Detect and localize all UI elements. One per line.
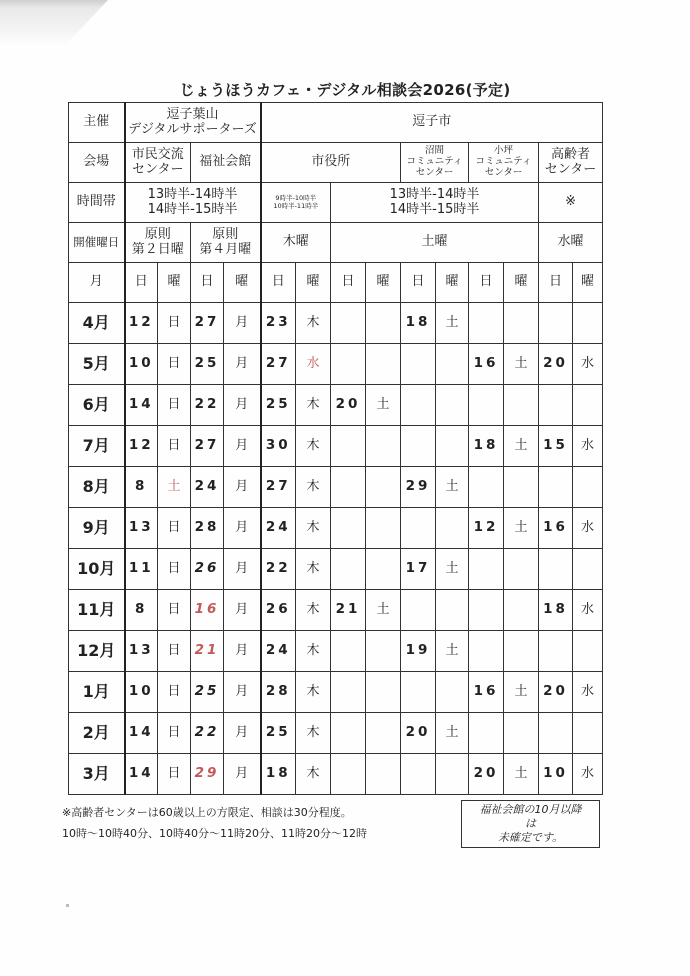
notice-box: 福祉会館の10月以降 は 未確定です。	[461, 800, 600, 848]
weekday-cell	[573, 385, 603, 426]
month-cell: 3月	[69, 754, 125, 795]
table-row	[69, 590, 603, 631]
weekday-cell	[366, 672, 401, 713]
date-cell	[401, 672, 436, 713]
date-cell: 8	[125, 467, 158, 508]
weekday-cell: 日	[158, 549, 191, 590]
date-col-header: 日	[261, 263, 296, 303]
date-cell: 20	[469, 754, 504, 795]
weekday-cell: 日	[158, 631, 191, 672]
month-cell: 2月	[69, 713, 125, 754]
weekday-cell	[573, 467, 603, 508]
weekday-cell: 土	[504, 344, 539, 385]
table-row	[69, 467, 603, 508]
weekday-cell: 木	[296, 467, 331, 508]
month-cell: 8月	[69, 467, 125, 508]
date-cell	[331, 631, 366, 672]
date-cell: 25	[191, 672, 224, 713]
date-cell: 26	[191, 549, 224, 590]
table-row	[69, 549, 603, 590]
weekday-cell: 土	[504, 508, 539, 549]
venue-label: 会場	[69, 143, 125, 183]
weekday-cell	[504, 385, 539, 426]
date-cell: 23	[261, 303, 296, 344]
day-fukushi: 原則 第４月曜	[191, 223, 261, 263]
weekday-cell: 月	[224, 713, 261, 754]
weekday-cell	[366, 467, 401, 508]
weekday-cell	[436, 754, 469, 795]
weekday-cell: 日	[158, 590, 191, 631]
date-cell	[469, 590, 504, 631]
date-cell: 12	[469, 508, 504, 549]
month-cell: 6月	[69, 385, 125, 426]
date-cell: 20	[331, 385, 366, 426]
weekday-cell: 土	[504, 426, 539, 467]
month-cell: 5月	[69, 344, 125, 385]
date-col-header: 日	[331, 263, 366, 303]
weekday-cell: 月	[224, 344, 261, 385]
weekday-cell: 木	[296, 385, 331, 426]
date-col-header: 日	[125, 263, 158, 303]
time-city-am: 9時半-10時半 10時半-11時半	[261, 183, 331, 223]
weekday-cell: 水	[573, 508, 603, 549]
date-cell: 26	[261, 590, 296, 631]
date-cell	[469, 549, 504, 590]
weekday-cell	[366, 549, 401, 590]
weekday-col-header: 曜	[158, 263, 191, 303]
weekday-cell: 日	[158, 344, 191, 385]
weekday-cell: 木	[296, 713, 331, 754]
table-row	[69, 508, 603, 549]
weekday-cell: 水	[573, 754, 603, 795]
month-cell: 11月	[69, 590, 125, 631]
date-cell	[469, 303, 504, 344]
date-cell	[539, 631, 573, 672]
weekday-cell	[366, 508, 401, 549]
weekday-cell	[573, 713, 603, 754]
date-cell: 24	[261, 631, 296, 672]
table-row	[69, 385, 603, 426]
weekday-cell: 水	[573, 344, 603, 385]
time-row	[69, 183, 603, 223]
date-cell: 21	[331, 590, 366, 631]
weekday-cell: 土	[436, 303, 469, 344]
venue-shimin: 市民交流 センター	[125, 143, 191, 183]
weekday-cell: 水	[573, 590, 603, 631]
date-cell: 25	[261, 385, 296, 426]
month-cell: 1月	[69, 672, 125, 713]
day-shimin: 原則 第２日曜	[125, 223, 191, 263]
organizer-city: 逗子市	[261, 103, 603, 143]
date-cell	[539, 467, 573, 508]
weekday-cell	[436, 385, 469, 426]
date-cell	[331, 303, 366, 344]
weekday-cell: 水	[573, 672, 603, 713]
weekday-cell: 日	[158, 303, 191, 344]
date-cell: 11	[125, 549, 158, 590]
day-label: 開催曜日	[69, 223, 125, 263]
month-cell: 9月	[69, 508, 125, 549]
date-cell	[331, 549, 366, 590]
date-cell: 15	[539, 426, 573, 467]
weekday-cell: 月	[224, 385, 261, 426]
date-cell	[331, 467, 366, 508]
date-cell	[539, 303, 573, 344]
date-cell	[469, 385, 504, 426]
weekday-cell	[573, 549, 603, 590]
weekday-cell	[504, 713, 539, 754]
table-row	[69, 754, 603, 795]
date-cell: 24	[261, 508, 296, 549]
weekday-cell: 日	[158, 508, 191, 549]
day-row	[69, 223, 603, 263]
weekday-cell: 月	[224, 590, 261, 631]
date-cell: 20	[401, 713, 436, 754]
weekday-cell: 土	[366, 590, 401, 631]
month-cell: 4月	[69, 303, 125, 344]
date-cell	[401, 508, 436, 549]
date-col-header: 日	[191, 263, 224, 303]
time-city-pm: 13時半-14時半 14時半-15時半	[331, 183, 539, 223]
weekday-cell	[366, 713, 401, 754]
date-col-header: 日	[469, 263, 504, 303]
date-cell: 18	[401, 303, 436, 344]
organizer-dsp: 逗子葉山 デジタルサポーターズ	[125, 103, 261, 143]
date-col-header: 日	[401, 263, 436, 303]
date-cell: 16	[469, 344, 504, 385]
weekday-cell: 木	[296, 303, 331, 344]
date-cell: 22	[191, 385, 224, 426]
weekday-col-header: 曜	[436, 263, 469, 303]
date-cell: 20	[539, 672, 573, 713]
weekday-cell: 月	[224, 549, 261, 590]
weekday-cell: 土	[504, 672, 539, 713]
table-row	[69, 713, 603, 754]
month-cell: 10月	[69, 549, 125, 590]
weekday-cell: 土	[366, 385, 401, 426]
weekday-cell	[504, 467, 539, 508]
weekday-cell: 日	[158, 713, 191, 754]
weekday-col-header: 曜	[504, 263, 539, 303]
weekday-cell	[504, 549, 539, 590]
day-wed: 水曜	[539, 223, 603, 263]
schedule-body	[69, 303, 603, 795]
weekday-cell	[366, 754, 401, 795]
date-cell: 16	[539, 508, 573, 549]
date-cell	[331, 426, 366, 467]
date-cell	[401, 426, 436, 467]
date-cell: 16	[191, 590, 224, 631]
date-cell: 12	[125, 303, 158, 344]
date-cell: 18	[261, 754, 296, 795]
venue-shiyakusho: 市役所	[261, 143, 401, 183]
weekday-cell: 月	[224, 303, 261, 344]
weekday-cell	[366, 426, 401, 467]
weekday-cell: 土	[436, 631, 469, 672]
date-cell	[401, 590, 436, 631]
weekday-cell: 月	[224, 754, 261, 795]
date-cell: 17	[401, 549, 436, 590]
date-cell	[401, 385, 436, 426]
date-cell	[539, 713, 573, 754]
weekday-cell: 木	[296, 754, 331, 795]
organizer-label: 主催	[69, 103, 125, 143]
time-label: 時間帯	[69, 183, 125, 223]
weekday-col-header: 曜	[573, 263, 603, 303]
table-row	[69, 344, 603, 385]
scanned-page-fold	[0, 0, 108, 46]
weekday-cell: 土	[158, 467, 191, 508]
date-cell	[401, 754, 436, 795]
weekday-col-header: 曜	[366, 263, 401, 303]
venue-fukushi: 福祉会館	[191, 143, 261, 183]
weekday-cell	[366, 344, 401, 385]
weekday-cell: 土	[436, 467, 469, 508]
date-cell: 14	[125, 385, 158, 426]
column-header-row	[69, 263, 603, 303]
date-cell	[469, 713, 504, 754]
date-cell: 14	[125, 754, 158, 795]
date-cell: 27	[191, 303, 224, 344]
date-cell	[331, 672, 366, 713]
weekday-cell	[436, 508, 469, 549]
date-cell: 28	[191, 508, 224, 549]
weekday-cell: 月	[224, 508, 261, 549]
weekday-cell: 月	[224, 467, 261, 508]
venue-row	[69, 143, 603, 183]
weekday-cell: 木	[296, 631, 331, 672]
footnotes	[62, 802, 367, 844]
date-cell: 19	[401, 631, 436, 672]
date-cell: 10	[125, 344, 158, 385]
footnote-senior: ※高齢者センターは60歳以上の方限定、相談は30分程度。	[62, 806, 352, 819]
date-cell: 21	[191, 631, 224, 672]
weekday-cell: 月	[224, 426, 261, 467]
weekday-cell	[436, 590, 469, 631]
weekday-cell: 日	[158, 672, 191, 713]
date-cell	[539, 549, 573, 590]
month-cell: 12月	[69, 631, 125, 672]
weekday-cell	[573, 303, 603, 344]
date-col-header: 日	[539, 263, 573, 303]
date-cell: 25	[261, 713, 296, 754]
date-cell: 18	[539, 590, 573, 631]
weekday-cell: 木	[296, 672, 331, 713]
date-cell	[539, 385, 573, 426]
date-cell: 12	[125, 426, 158, 467]
weekday-cell	[504, 590, 539, 631]
date-cell: 29	[401, 467, 436, 508]
weekday-cell: 日	[158, 754, 191, 795]
date-cell: 13	[125, 508, 158, 549]
weekday-cell: 水	[573, 426, 603, 467]
table-row	[69, 303, 603, 344]
weekday-cell: 日	[158, 385, 191, 426]
weekday-cell: 水	[296, 344, 331, 385]
weekday-col-header: 曜	[296, 263, 331, 303]
date-cell	[331, 754, 366, 795]
date-cell	[469, 467, 504, 508]
date-cell	[331, 713, 366, 754]
time-dsp: 13時半-14時半 14時半-15時半	[125, 183, 261, 223]
date-cell: 24	[191, 467, 224, 508]
date-cell: 29	[191, 754, 224, 795]
date-cell: 18	[469, 426, 504, 467]
weekday-cell	[436, 672, 469, 713]
date-cell: 14	[125, 713, 158, 754]
venue-numa: 沼間 コミュニティ センター	[401, 143, 469, 183]
footnote-times: 10時～10時40分、10時40分～11時20分、11時20分～12時	[62, 827, 367, 840]
venue-kotsubo: 小坪 コミュニティ センター	[469, 143, 539, 183]
weekday-cell	[436, 426, 469, 467]
date-cell: 27	[191, 426, 224, 467]
weekday-cell: 土	[436, 549, 469, 590]
weekday-cell	[366, 631, 401, 672]
weekday-cell	[436, 344, 469, 385]
date-cell: 22	[191, 713, 224, 754]
date-cell: 10	[539, 754, 573, 795]
date-cell: 28	[261, 672, 296, 713]
weekday-cell: 月	[224, 631, 261, 672]
date-cell	[401, 344, 436, 385]
date-cell: 25	[191, 344, 224, 385]
weekday-cell: 土	[436, 713, 469, 754]
table-row	[69, 426, 603, 467]
weekday-cell	[366, 303, 401, 344]
date-cell: 27	[261, 344, 296, 385]
date-cell: 20	[539, 344, 573, 385]
date-cell: 22	[261, 549, 296, 590]
weekday-cell: 木	[296, 590, 331, 631]
weekday-cell: 木	[296, 426, 331, 467]
page-title: じょうほうカフェ・デジタル相談会2026(予定)	[179, 81, 511, 99]
date-cell: 27	[261, 467, 296, 508]
day-sat: 土曜	[331, 223, 539, 263]
date-cell: 16	[469, 672, 504, 713]
day-thu: 木曜	[261, 223, 331, 263]
date-cell: 13	[125, 631, 158, 672]
venue-senior: 高齢者 センター	[539, 143, 603, 183]
date-cell: 30	[261, 426, 296, 467]
weekday-cell: 月	[224, 672, 261, 713]
schedule-table	[68, 102, 603, 795]
table-row	[69, 672, 603, 713]
weekday-cell	[573, 631, 603, 672]
weekday-cell	[504, 631, 539, 672]
date-cell: 8	[125, 590, 158, 631]
date-cell	[331, 344, 366, 385]
date-cell	[331, 508, 366, 549]
weekday-cell: 土	[504, 754, 539, 795]
date-cell	[469, 631, 504, 672]
date-cell: 10	[125, 672, 158, 713]
weekday-col-header: 曜	[224, 263, 261, 303]
month-header: 月	[69, 263, 125, 303]
time-senior: ※	[539, 183, 603, 223]
scan-speck	[66, 904, 69, 907]
weekday-cell: 木	[296, 549, 331, 590]
table-row	[69, 631, 603, 672]
organizer-row	[69, 103, 603, 143]
weekday-cell: 日	[158, 426, 191, 467]
weekday-cell: 木	[296, 508, 331, 549]
weekday-cell	[504, 303, 539, 344]
month-cell: 7月	[69, 426, 125, 467]
